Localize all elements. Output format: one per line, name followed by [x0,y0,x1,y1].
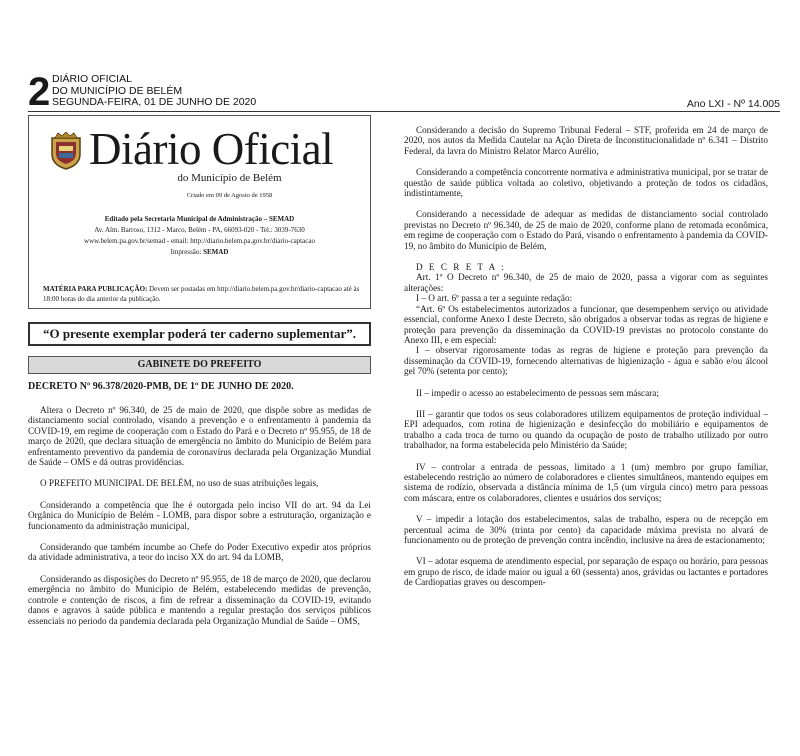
submission-text: Devem ser postadas em http://diario.belem.pa.gov.br/diario-captacao até às 18:00 horas do dia anterior da publicação. [43,285,360,303]
item-i: I – O art. 6º passa a ter a seguinte redação: [416,293,573,304]
edition-number: Ano LXI - Nº 14.005 [686,98,780,110]
clause-i: I – observar rigorosamente todas as regras de higiene e proteção para prevenção da disseminação da COVID-19, fornecendo alternativas de higienização - água e sabão e/ou álcool gel 70% (setenta por cento); [404,345,768,377]
considering-paragraph: Considerando que também incumbe ao Chefe do Poder Executivo expedir atos próprios da atividade administrativa, a teor do inciso XX do art. 94 da LOMB, [28,542,371,563]
left-column [28,405,371,637]
article-6-text: “Art. 6º Os estabelecimentos autorizados a funcionar, que desempenhem serviço ou atividade essencial, conforme Anexo I deste Decreto, são obrigados a observar todas as regras de higiene e proteção para prevenção da disseminação da COVID-19 previstas no protocolo constante do Anexo III, e em especial: [404,303,768,345]
header-rule [28,111,780,112]
editor-line: Editado pela Secretaria Municipal de Administração – SEMAD [104,215,295,223]
article-1: Art. 1º O Decreto nº 96.340, de 25 de maio de 2020, passa a vigorar com as seguintes alterações: [404,272,768,293]
print-line [29,247,370,258]
web-line: www.belem.pa.gov.br/semad - email: http://diario.belem.pa.gov.br/diario-captacao [84,237,315,245]
masthead-title: Diário Oficial [89,124,334,174]
founded-date: Criado em 09 de Agosto de 1958 [186,192,273,199]
clause-iii: III – garantir que todos os seus colaboradores utilizem equipamentos de proteção individual – EPI adequados, com rotina de higienização e desinfecção do mobiliário e equipamentos de trabalho a cada troca de turno ou quando da ocupação de posto de trabalho utilizado por outro trabalhador, na forma estabelecida pelo Ministério da Saúde; [404,408,768,451]
print-value: SEMAD [203,248,229,256]
clause-ii: II – impedir o acesso ao estabelecimento de pessoas sem máscara; [416,387,659,398]
print-label: Impressão: [170,248,202,256]
considering-paragraph: Considerando as disposições do Decreto nº 95.955, de 18 de março de 2020, que declarou emergência no âmbito do Município de Belém, estabelecendo medidas de prevenção, controle e contenção de riscos, a fim de refrear a disseminação da COVID-19, evitando danos e agravos à saúde pública e mantendo a regular prestação dos serviços públicos essenciais no período da pandemia declarada pela Organização Mundial de Saúde – OMS, [28,573,371,626]
submission-label: MATÉRIA PARA PUBLICAÇÃO: [43,285,148,293]
header-line-1: DIÁRIO OFICIAL [52,73,132,85]
masthead-subtitle: do Município de Belém [177,172,282,184]
considering-paragraph: Considerando a competência que lhe é outorgada pelo inciso VII do art. 94 da Lei Orgânica do Município de Belém - LOMB, para dispor sobre a estruturação, organização e funcionamento da administração municipal, [28,499,371,531]
right-column [404,125,768,588]
clause-vi: VI – adotar esquema de atendimento especial, por separação de espaço ou horário, para pessoas em grupo de risco, de idade maior ou igual a 60 (sessenta) anos, grávidas ou lactantes e portadores de Cardiopatias graves ou descompen- [404,556,768,588]
section-title: GABINETE DO PREFEITO [28,356,371,374]
supplement-notice: “O presente exemplar poderá ter caderno suplementar”. [28,322,371,346]
page-number: 2 [28,70,51,114]
running-header [28,72,780,114]
decree-summary: Altera o Decreto nº 96.340, de 25 de maio de 2020, que dispõe sobre as medidas de distanciamento social controlado, visando a prevenção e o enfrentamento à pandemia da COVID-19, em regime de cooperação com o Estado do Pará e o Decreto nº 95.955, de 18 de março de 2020, que declara situação de emergência no âmbito do Município de Belém para enfrentamento preventivo da pandemia de coronavírus declarada pela Organização Mundial de Saúde – OMS e dá outras providências. [28,405,371,468]
editor-block [29,214,370,258]
considering-paragraph: Considerando a decisão do Supremo Tribunal Federal – STF, proferida em 24 de março de 2020, nos autos da Medida Cautelar na Ação Direta de Inconstitucionalidade nº 6.341 – Distrito Federal, da lavra do Ministro Relator Marco Aurélio, [404,125,768,156]
header-line-2: DO MUNICÍPIO DE BELÉM [52,84,183,97]
header-line-3: SEGUNDA-FEIRA, 01 DE JUNHO DE 2020 [52,96,257,108]
considering-paragraph: Considerando a competência concorrente normativa e administrativa municipal, por se tratar de questão de saúde pública voltada ao coletivo, objetivando a proteção de todos os cidadãos, indistintamente, [404,167,768,199]
header-lines [52,74,256,109]
address-line: Av. Alm. Barroso, 1312 - Marco, Belém - PA, 66093-020 - Tel.: 3039-7630 [94,226,305,234]
clause-iv: IV – controlar a entrada de pessoas, limitado a 1 (um) membro por grupo familiar, estabelecendo restrição ao número de colaboradores e clientes simultâneos, mantendo equipes em sistema de rodízio, observada a distância mínima de 1,5 (um vírgula cinco) metro para pessoas com máscara, entre os colaboradores, clientes e usuários dos serviços; [404,461,768,503]
submission-notice [43,284,361,304]
masthead [28,115,371,309]
clause-v: V – impedir a lotação dos estabelecimentos, salas de trabalho, espera ou de recepção em percentual acima de 30% (trinta por cento) da capacidade máxima prevista no alvará de funcionamento ou de proteção de prevenção contra incêndio, inclusive na área de estacionamento; [404,514,768,545]
coat-of-arms-icon [49,132,83,170]
decreta-heading: D E C R E T A : [416,262,506,273]
mayor-preamble: O PREFEITO MUNICIPAL DE BELÉM, no uso de suas atribuições legais, [40,478,319,489]
considering-paragraph: Considerando a necessidade de adequar as medidas de distanciamento social controlado previstas no Decreto nº 96.340, de 25 de maio de 2020, conforme plano de retomada econômica, em regime de cooperação com o Estado do Pará, visando o enfrentamento à pandemia da COVID-19, no âmbito do Município de Belém, [404,209,768,251]
decree-title: DECRETO Nº 96.378/2020-PMB, DE 1º DE JUNHO DE 2020. [28,381,294,392]
